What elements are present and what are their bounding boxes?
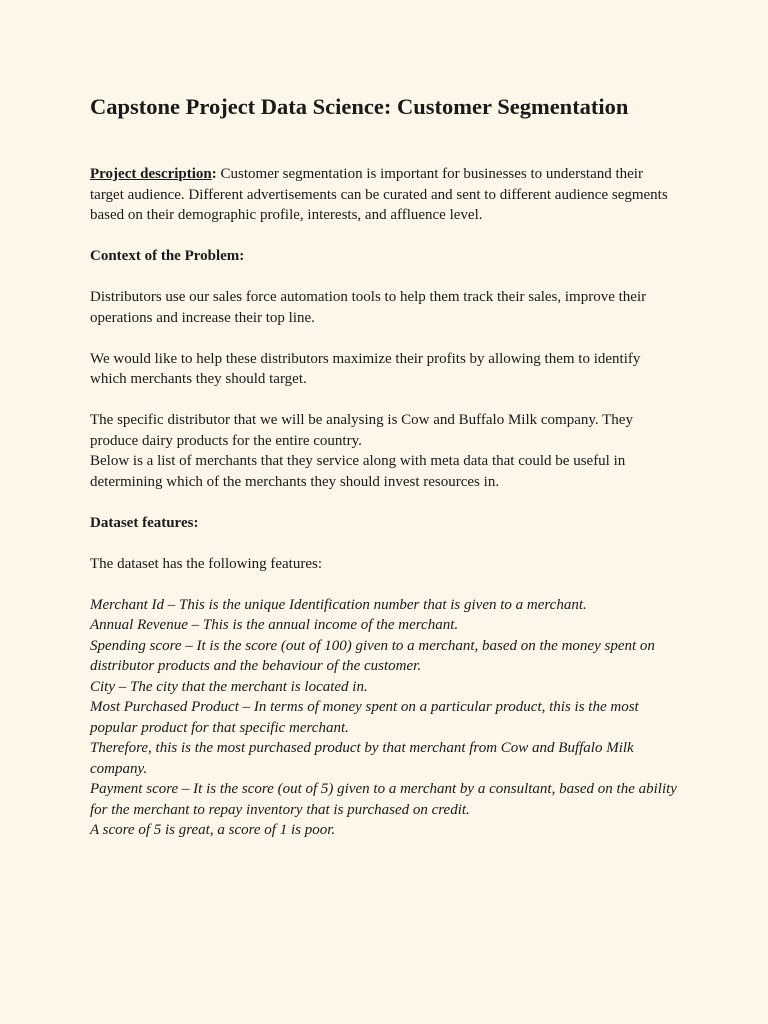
- feature-list: [90, 595, 678, 841]
- context-paragraph: We would like to help these distributors maximize their profits by allowing them to identify which merchants they should target.: [90, 350, 641, 387]
- distributor-line: Below is a list of merchants that they service along with meta data that could be useful in determining which of the merchants they should invest resources in.: [90, 453, 626, 490]
- project-description-label: Project description: [90, 166, 212, 182]
- context-paragraph: Distributors use our sales force automation tools to help them track their sales, improve their operations and increase their top line.: [90, 289, 647, 326]
- dataset-intro: The dataset has the following features:: [90, 555, 323, 572]
- feature-item: Therefore, this is the most purchased product by that merchant from Cow and Buffalo Milk company.: [90, 740, 634, 777]
- feature-item: City – The city that the merchant is located in.: [90, 678, 368, 695]
- feature-item: A score of 5 is great, a score of 1 is poor.: [90, 822, 336, 838]
- context-heading: Context of the Problem:: [90, 248, 245, 264]
- feature-item: Spending score – It is the score (out of 100) given to a merchant, based on the money spent on distributor products and the behaviour of the customer.: [90, 637, 655, 674]
- document-title: Capstone Project Data Science: Customer Segmentation: [90, 94, 629, 119]
- feature-item: Most Purchased Product – In terms of money spent on a particular product, this is the most popular product for that specific merchant.: [90, 699, 639, 736]
- feature-item: Payment score – It is the score (out of 5) given to a merchant by a consultant, based on the ability for the merchant to repay inventory that is purchased on credit.: [90, 781, 677, 818]
- feature-item: Annual Revenue – This is the annual income of the merchant.: [90, 617, 459, 633]
- distributor-line: The specific distributor that we will be analysing is Cow and Buffalo Milk company. They produce dairy products for the entire country.: [90, 412, 633, 449]
- distributor-paragraph: [90, 410, 678, 492]
- feature-item: Merchant Id – This is the unique Identification number that is given to a merchant.: [90, 596, 587, 613]
- document-body: [90, 164, 678, 841]
- project-description-colon: :: [211, 166, 217, 182]
- dataset-heading: Dataset features:: [90, 514, 199, 531]
- project-description-paragraph: [90, 164, 678, 226]
- project-description-text: Customer segmentation is important for businesses to understand their target audience. Different advertisements can be curated and sent to different audience segments based on their demographic profile, interests, and affluence level.: [90, 166, 668, 223]
